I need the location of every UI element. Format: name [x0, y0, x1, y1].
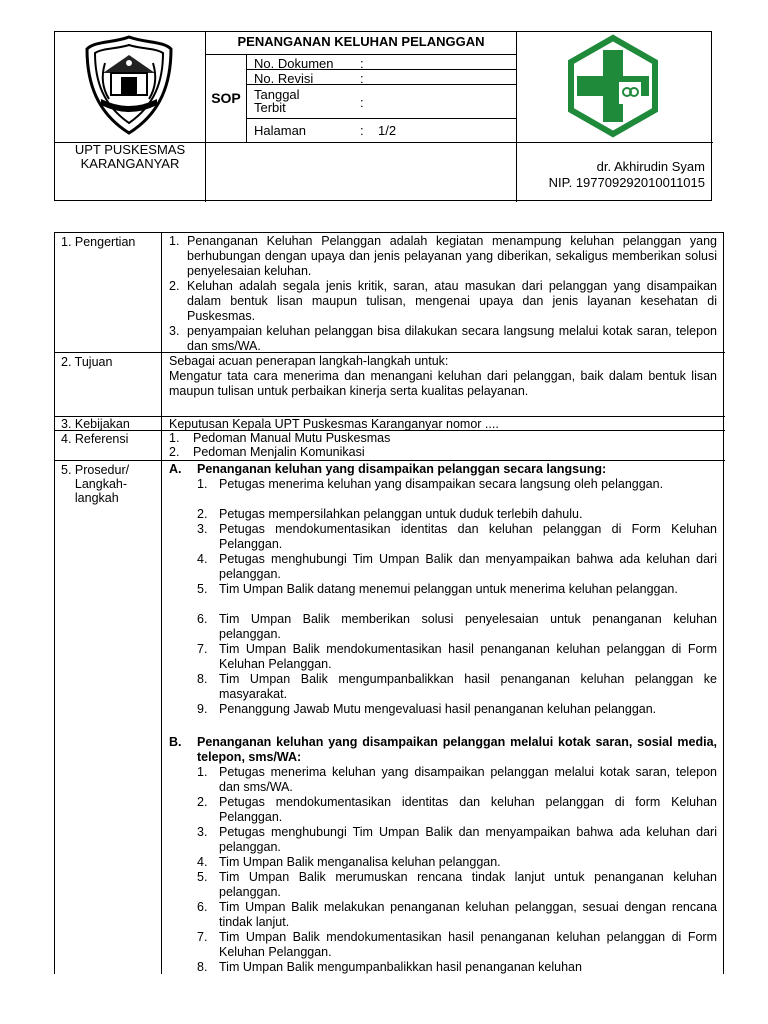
kebijakan-text: Keputusan Kepala UPT Puskesmas Karanganyar nomor .... — [169, 417, 499, 431]
puskesmas-cross-icon — [561, 34, 665, 138]
referensi-item: Pedoman Menjalin Komunikasi — [193, 445, 365, 459]
step-number: 9. — [197, 702, 208, 716]
meta-colon: : — [360, 95, 364, 110]
signer-name: dr. Akhirudin Syam — [596, 159, 705, 174]
step-number: 8. — [197, 960, 208, 974]
step-text: Penanggung Jawab Mutu mengevaluasi hasil penanganan keluhan pelanggan. — [219, 702, 657, 716]
tujuan-intro: Sebagai acuan penerapan langkah-langkah untuk: — [169, 354, 449, 368]
step-number: 6. — [197, 900, 208, 914]
step-number: 5. — [197, 582, 208, 596]
pengertian-item: penyampaian keluhan pelanggan bisa dilakukan secara langsung melalui kotak saran, telepon dan sms/WA. — [187, 324, 717, 353]
group-letter: A. — [169, 462, 182, 476]
step-text: Petugas mendokumentasikan identitas dan keluhan pelanggan di Form Keluhan Pelanggan. — [219, 522, 717, 551]
step-text: Petugas mendokumentasikan identitas dan keluhan pelanggan di form Keluhan Pelanggan. — [219, 795, 717, 824]
meta-label-halaman: Halaman — [254, 123, 307, 138]
step-text: Tim Umpan Balik mendokumentasikan hasil penanganan keluhan pelanggan di Form Keluhan Pelanggan. — [219, 930, 717, 959]
step-number: 4. — [197, 552, 208, 566]
meta-label-no-dokumen: No. Dokumen — [254, 56, 334, 71]
group-title: Penanganan keluhan yang disampaikan pelanggan melalui kotak saran, sosial media, telepon, sms/WA: — [197, 735, 717, 764]
item-number: 1. — [169, 431, 180, 445]
regency-crest-icon — [83, 33, 175, 137]
step-text: Tim Umpan Balik melakukan penanganan keluhan pelanggan, sesuai dengan rencana tindak lanjut. — [219, 900, 717, 929]
row-label-pengertian: 1. Pengertian — [61, 235, 136, 249]
step-number: 7. — [197, 930, 208, 944]
step-text: Petugas menghubungi Tim Umpan Balik dan menyampaikan bahwa ada keluhan dari pelanggan. — [219, 825, 717, 854]
step-text: Tim Umpan Balik mengumpanbalikkan hasil penanganan keluhan — [219, 960, 582, 974]
step-text: Petugas menghubungi Tim Umpan Balik dan menyampaikan bahwa ada keluhan dari pelanggan. — [219, 552, 717, 581]
step-text: Tim Umpan Balik memberikan solusi penyelesaian untuk penanganan keluhan pelanggan. — [219, 612, 717, 641]
item-number: 2. — [169, 279, 180, 293]
step-number: 4. — [197, 855, 208, 869]
item-number: 3. — [169, 324, 180, 338]
meta-colon: : — [360, 71, 364, 86]
meta-colon: : — [360, 56, 364, 71]
referensi-item: Pedoman Manual Mutu Puskesmas — [193, 431, 391, 445]
document-title: PENANGANAN KELUHAN PELANGGAN — [237, 34, 485, 49]
step-number: 1. — [197, 765, 208, 779]
step-text: Tim Umpan Balik mendokumentasikan hasil penanganan keluhan pelanggan di Form Keluhan Pelanggan. — [219, 642, 717, 671]
sop-label: SOP — [211, 90, 241, 106]
meta-label-no-revisi: No. Revisi — [254, 71, 314, 86]
signer-nip: NIP. 197709292010011015 — [548, 175, 705, 190]
row-label-kebijakan: 3. Kebijakan — [61, 417, 130, 431]
signer-block — [549, 159, 705, 191]
step-number: 1. — [197, 477, 208, 491]
step-number: 6. — [197, 612, 208, 626]
meta-value-halaman: 1/2 — [378, 123, 397, 138]
step-number: 7. — [197, 642, 208, 656]
organization-name: UPT PUSKESMAS KARANGANYAR — [74, 142, 186, 171]
pengertian-item: Penanganan Keluhan Pelanggan adalah kegiatan menampung keluhan pelanggan yang berhubungan dengan upaya dan jenis pelayanan yang diberikan, sekaligus memberikan solusi penyelesaian keluhan. — [187, 234, 717, 278]
pengertian-item: Keluhan adalah segala jenis kritik, saran, atau masukan dari pelanggan yang disampaikan dalam bentuk lisan maupun tulisan, mengenai upaya dan jenis layanan kesehatan di Puskesmas. — [187, 279, 717, 323]
row-label-referensi: 4. Referensi — [61, 432, 129, 446]
group-letter: B. — [169, 735, 182, 749]
meta-colon: : — [360, 123, 364, 138]
tujuan-text: Mengatur tata cara menerima dan menangani keluhan dari pelanggan, baik dalam bentuk lisan maupun tulisan untuk perbaikan kinerja serta kualitas pelayanan. — [169, 369, 717, 398]
item-number: 2. — [169, 445, 180, 459]
step-number: 5. — [197, 870, 208, 884]
step-text: Tim Umpan Balik mengumpanbalikkan hasil penanganan keluhan pelanggan ke masyarakat. — [219, 672, 717, 701]
row-label-tujuan: 2. Tujuan — [61, 355, 113, 369]
step-text: Tim Umpan Balik datang menemui pelanggan untuk menerima keluhan pelanggan. — [219, 582, 678, 596]
step-text: Petugas menerima keluhan yang disampaikan secara langsung oleh pelanggan. — [219, 477, 664, 491]
step-text: Petugas menerima keluhan yang disampaikan pelanggan melalui kotak saran, telepon dan sms/WA. — [219, 765, 717, 794]
sop-content-table — [54, 232, 724, 974]
step-text: Tim Umpan Balik merumuskan rencana tindak lanjut untuk penanganan keluhan pelanggan. — [219, 870, 717, 899]
step-text: Petugas mempersilahkan pelanggan untuk duduk terlebih dahulu. — [219, 507, 583, 521]
step-text: Tim Umpan Balik menganalisa keluhan pelanggan. — [219, 855, 501, 869]
sop-header — [54, 31, 712, 201]
step-number: 8. — [197, 672, 208, 686]
step-number: 2. — [197, 507, 208, 521]
meta-label-tanggal-terbit: Tanggal Terbit — [254, 87, 300, 115]
step-number: 3. — [197, 522, 208, 536]
item-number: 1. — [169, 234, 180, 248]
step-number: 3. — [197, 825, 208, 839]
row-label-prosedur: 5. Prosedur/ Langkah- langkah — [61, 463, 130, 505]
group-title: Penanganan keluhan yang disampaikan pelanggan secara langsung: — [197, 462, 607, 476]
step-number: 2. — [197, 795, 208, 809]
